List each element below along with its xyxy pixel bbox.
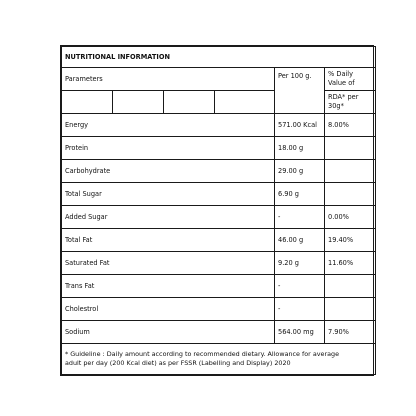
per-100g-cell: 6.90 g: [275, 183, 325, 206]
header-per-100g: Per 100 g.: [275, 68, 325, 114]
parameter-cell: Total Fat: [62, 229, 275, 252]
parameter-cell: Total Sugar: [62, 183, 275, 206]
footnote: * Guideline : Daily amount according to recommended dietary. Allowance for average adult per day (200 Kcal diet) as per FSSR (Labelling and Display) 2020: [62, 344, 376, 375]
per-100g-cell: 18.00 g: [275, 137, 325, 160]
nutrition-panel: [60, 45, 374, 376]
rda-cell: [325, 160, 376, 183]
rda-cell: 19.40%: [325, 229, 376, 252]
table-row: [62, 114, 376, 137]
per-100g-cell: -: [275, 275, 325, 298]
per-100g-cell: 571.00 Kcal: [275, 114, 325, 137]
table-row: [62, 183, 376, 206]
rda-cell: 7.90%: [325, 321, 376, 344]
per-100g-cell: -: [275, 298, 325, 321]
per-100g-cell: 9.20 g: [275, 252, 325, 275]
per-100g-cell: -: [275, 206, 325, 229]
blank-cell: [62, 91, 113, 114]
rda-cell: [325, 298, 376, 321]
rda-cell: [325, 275, 376, 298]
rda-cell: [325, 183, 376, 206]
parameter-cell: Cholestrol: [62, 298, 275, 321]
blank-cell: [113, 91, 164, 114]
table-row: [62, 229, 376, 252]
table-row: [62, 321, 376, 344]
nutrition-table: [61, 46, 376, 375]
parameter-cell: Protein: [62, 137, 275, 160]
blank-cell: [164, 91, 215, 114]
table-row: [62, 137, 376, 160]
header-rda: RDA* per 30g*: [325, 91, 376, 114]
table-row: [62, 160, 376, 183]
rda-cell: [325, 137, 376, 160]
parameter-cell: Trans Fat: [62, 275, 275, 298]
table-row: [62, 206, 376, 229]
per-100g-cell: 564.00 mg: [275, 321, 325, 344]
rda-cell: 11.60%: [325, 252, 376, 275]
parameter-cell: Saturated Fat: [62, 252, 275, 275]
rda-cell: 0.00%: [325, 206, 376, 229]
parameter-cell: Added Sugar: [62, 206, 275, 229]
per-100g-cell: 29.00 g: [275, 160, 325, 183]
parameter-cell: Sodium: [62, 321, 275, 344]
table-title: NUTRITIONAL INFORMATION: [62, 47, 376, 68]
rda-cell: 8.00%: [325, 114, 376, 137]
table-row: [62, 275, 376, 298]
parameter-cell: Energy: [62, 114, 275, 137]
header-daily-value: % Daily Value of: [325, 68, 376, 91]
parameter-cell: Carbohydrate: [62, 160, 275, 183]
blank-cell: [215, 91, 275, 114]
table-row: [62, 252, 376, 275]
header-parameters: Parameters: [62, 68, 275, 91]
table-row: [62, 298, 376, 321]
per-100g-cell: 46.00 g: [275, 229, 325, 252]
